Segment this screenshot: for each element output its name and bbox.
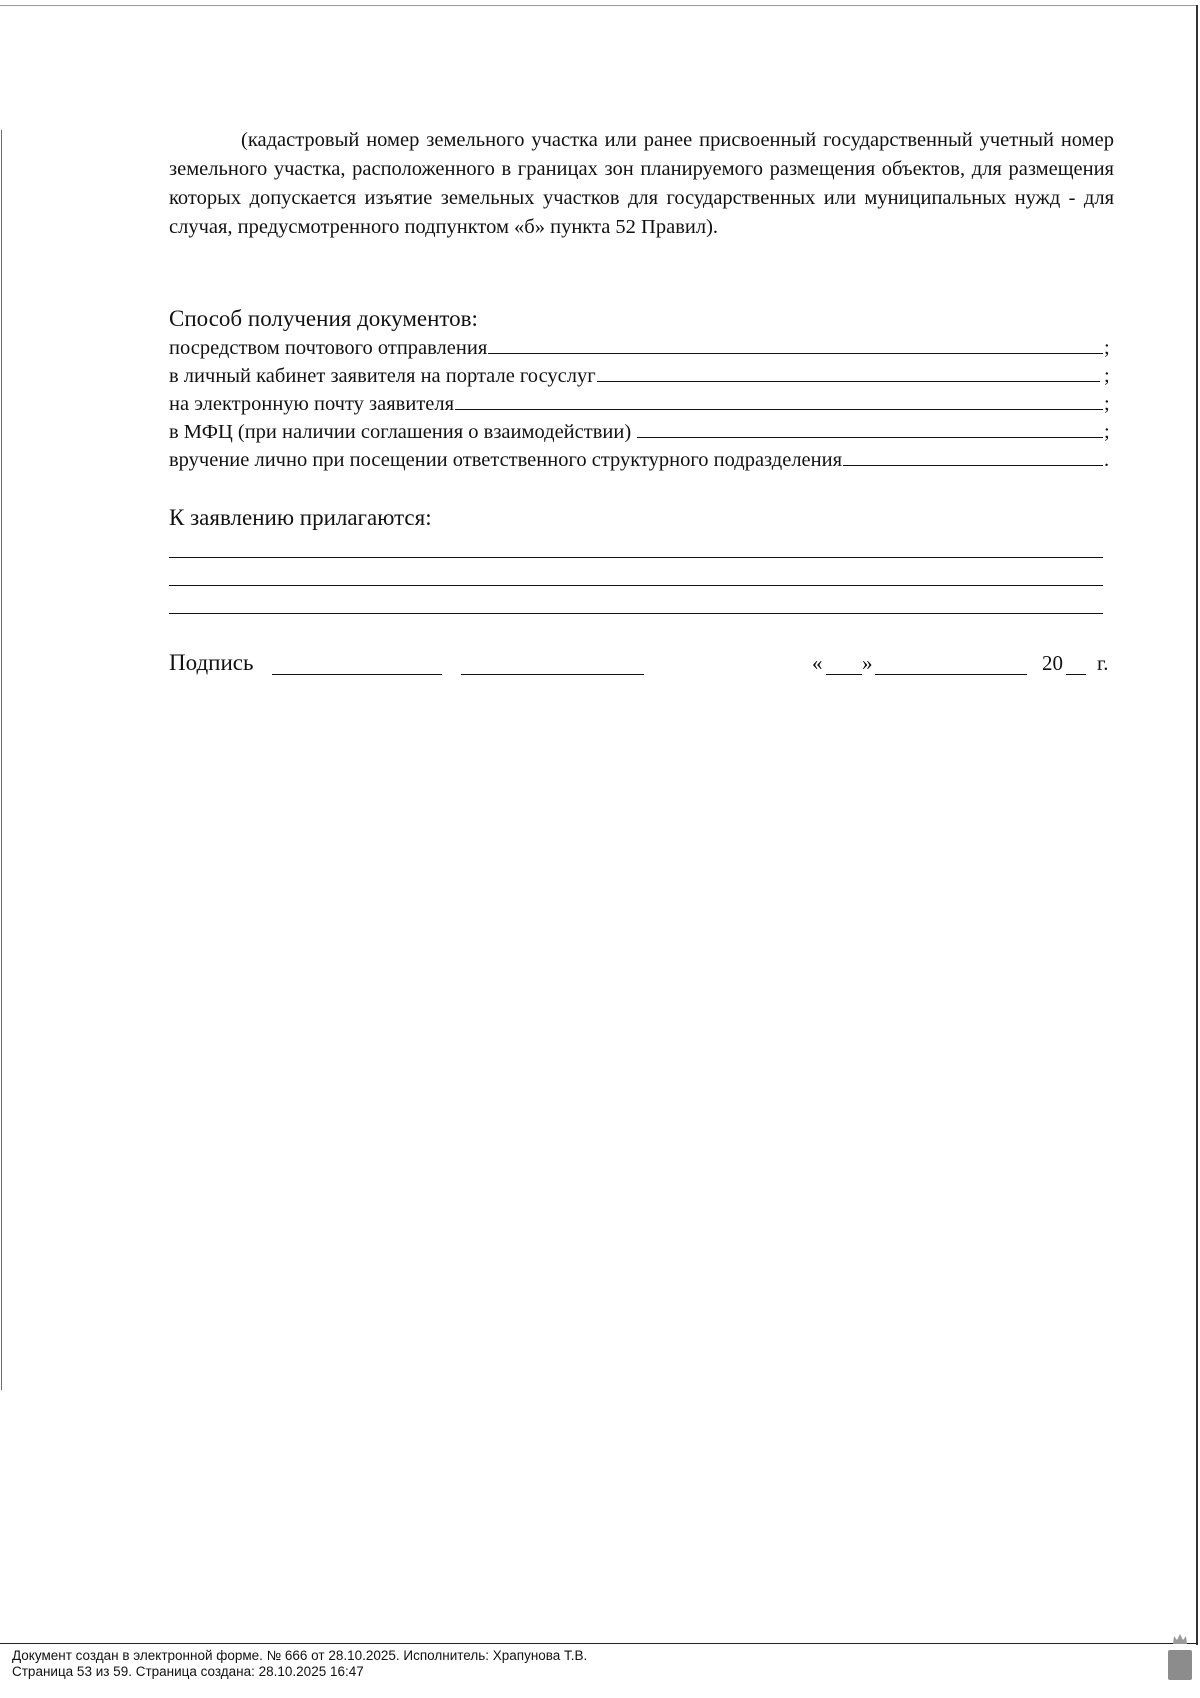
page-border-top (0, 5, 1197, 6)
delivery-option-end: ; (1104, 393, 1110, 415)
date-day-open-quote: « (812, 651, 823, 675)
signature-name-line (461, 674, 644, 675)
attachment-line (169, 613, 1103, 614)
footer-line-1: Документ создан в электронной форме. № 666 от 28.10.2025. Исполнитель: Храпунова Т.В. (12, 1648, 588, 1663)
delivery-option-end: ; (1104, 421, 1110, 443)
delivery-option-label: в МФЦ (при наличии соглашения о взаимодействии) (169, 421, 632, 443)
fill-line (455, 391, 1103, 410)
page-border-right (1196, 5, 1198, 1645)
date-year-suffix: г. (1097, 651, 1109, 675)
signature-line (272, 674, 442, 675)
delivery-option-label: в личный кабинет заявителя на портале госуслуг (169, 365, 596, 387)
delivery-option-gosuslugi (169, 362, 1114, 390)
delivery-option-label: посредством почтового отправления (169, 337, 488, 359)
date-day-close-quote: » (862, 651, 873, 675)
signature-label: Подпись (169, 650, 254, 675)
delivery-option-end: ; (1104, 365, 1110, 387)
attachments-title: К заявлению прилагаются: (169, 505, 432, 530)
attachment-line (169, 557, 1103, 558)
delivery-method-title: Способ получения документов: (169, 306, 478, 331)
date-day-line (826, 674, 862, 675)
document-footer (12, 1648, 587, 1680)
delivery-option-end: . (1104, 449, 1110, 471)
date-year-line (1066, 674, 1086, 675)
emblem-icon (1168, 1650, 1192, 1680)
page-border-left (1, 130, 2, 1390)
delivery-option-end: ; (1104, 337, 1110, 359)
delivery-option-label: вручение лично при посещении ответственного структурного подразделения (169, 449, 843, 471)
delivery-option-label: на электронную почту заявителя (169, 393, 455, 415)
delivery-option-post (169, 334, 1114, 362)
attachment-line (169, 585, 1103, 586)
date-month-line (875, 674, 1027, 675)
delivery-option-email (169, 390, 1114, 418)
fill-line (488, 335, 1103, 354)
signature-row (169, 648, 1114, 678)
delivery-option-in-person (169, 446, 1114, 474)
date-year-prefix: 20 (1042, 651, 1063, 675)
fill-line (843, 447, 1103, 466)
footer-line-2: Страница 53 из 59. Страница создана: 28.10.2025 16:47 (12, 1664, 364, 1679)
fill-line (597, 363, 1100, 382)
delivery-option-mfc (169, 418, 1114, 446)
page-border-bottom (0, 1643, 1198, 1644)
crown-icon (1172, 1632, 1188, 1646)
cadastral-note-paragraph: (кадастровый номер земельного участка или ранее присвоенный государственный учетный номер земельного участка, расположенного в границах зон планируемого размещения объектов, для размещения которых допускается изъятие земельных участков для государственных или муниципальных нужд - для случая, предусмотренного подпунктом «б» пункта 52 Правил). (169, 129, 1114, 238)
fill-line (637, 419, 1103, 438)
